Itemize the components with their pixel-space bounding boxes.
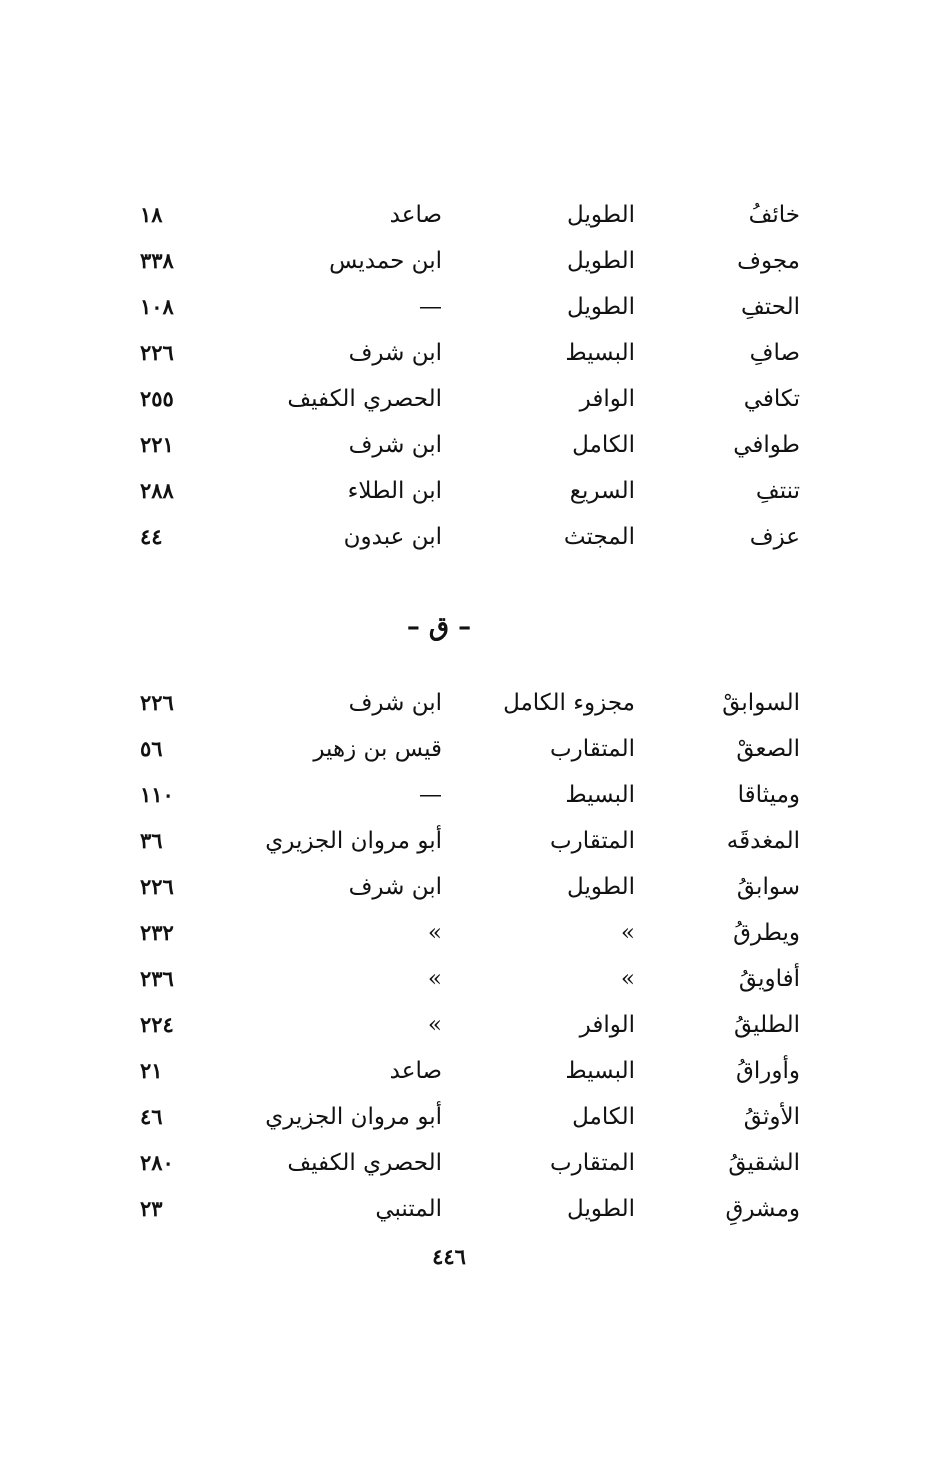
rhyme-word: الأوثقُ (743, 1104, 800, 1130)
page-ref: ١١٠ (140, 782, 174, 807)
index-row (140, 384, 820, 430)
rhyme-word: ويطرقُ (733, 920, 800, 946)
meter-name: مجزوء الكامل (503, 690, 635, 716)
rhyme-word: الصعقْ (736, 736, 800, 762)
poet-name: ابن شرف (348, 690, 442, 716)
page-ref: ٤٤ (140, 524, 163, 549)
index-row (140, 246, 820, 292)
index-row (140, 1056, 820, 1102)
index-row (140, 430, 820, 476)
page-ref: ٢٢٤ (140, 1012, 174, 1037)
page-ref: ٥٦ (140, 736, 163, 761)
rhyme-word: وميثاقا (737, 782, 800, 808)
meter-name: الكامل (572, 1104, 635, 1130)
poet-name: ابن شرف (348, 340, 442, 366)
meter-name: الطويل (567, 874, 635, 900)
poet-name: ابن الطلاء (347, 478, 442, 504)
rhyme-word: الطليقُ (733, 1012, 800, 1038)
poet-name: صاعد (389, 202, 442, 228)
rhyme-word: سوابقُ (736, 874, 800, 900)
index-row (140, 522, 820, 568)
index-row (140, 1148, 820, 1194)
index-row (140, 918, 820, 964)
meter-name: المتقارب (549, 736, 635, 762)
meter-name: الوافر (579, 1012, 635, 1038)
poet-name: أبو مروان الجزيري (265, 828, 442, 854)
index-row (140, 1102, 820, 1148)
meter-name: » (620, 966, 635, 992)
rhyme-index-fa-section (140, 200, 820, 568)
meter-name: الطويل (567, 202, 635, 228)
index-row (140, 872, 820, 918)
meter-name: البسيط (565, 1058, 635, 1084)
index-row (140, 476, 820, 522)
index-row (140, 826, 820, 872)
poet-name: أبو مروان الجزيري (265, 1104, 442, 1130)
meter-name: الطويل (567, 294, 635, 320)
index-row (140, 338, 820, 384)
index-row (140, 292, 820, 338)
index-row (140, 964, 820, 1010)
index-row (140, 780, 820, 826)
page-ref: ١٨ (140, 202, 163, 227)
page-ref: ٢١ (140, 1058, 163, 1083)
index-row (140, 1194, 820, 1240)
page-number: ٤٤٦ (432, 1244, 466, 1269)
rhyme-word: طوافي (733, 432, 800, 458)
meter-name: المجتث (563, 524, 635, 550)
poet-name: ابن شرف (348, 874, 442, 900)
page-ref: ٢٢٦ (140, 340, 174, 365)
index-row (140, 734, 820, 780)
page-ref: ١٠٨ (140, 294, 174, 319)
rhyme-word: أفاويقُ (738, 966, 800, 992)
page-ref: ٣٦ (140, 828, 163, 853)
poet-name: المتنبي (375, 1196, 442, 1222)
rhyme-word: عزف (749, 524, 800, 550)
poet-name: » (427, 920, 442, 946)
poet-name: ابن عبدون (343, 524, 442, 550)
meter-name: السريع (569, 478, 635, 504)
poet-name: » (427, 1012, 442, 1038)
rhyme-word: المغدقَه (726, 828, 800, 854)
meter-name: المتقارب (549, 828, 635, 854)
rhyme-word: وأوراقُ (736, 1058, 800, 1084)
rhyme-index-qaf-section (140, 688, 820, 1240)
rhyme-word: تكافي (743, 386, 800, 412)
rhyme-word: السوابقْ (722, 690, 800, 716)
page-ref: ٢٢٦ (140, 874, 174, 899)
index-row (140, 1010, 820, 1056)
page-ref: ٢٨٨ (140, 478, 174, 503)
page-ref: ٣٣٨ (140, 248, 174, 273)
poet-name: قيس بن زهير (313, 736, 442, 762)
rhyme-word: مجوف (737, 248, 800, 274)
meter-name: الكامل (572, 432, 635, 458)
rhyme-word: خائفُ (748, 202, 800, 228)
index-row (140, 200, 820, 246)
meter-name: » (620, 920, 635, 946)
meter-name: الطويل (567, 248, 635, 274)
poet-name: — (419, 782, 442, 808)
poet-name: ابن شرف (348, 432, 442, 458)
rhyme-word: ومشرقِ (725, 1196, 800, 1222)
poet-name: الحصري الكفيف (287, 1150, 442, 1176)
meter-name: الوافر (579, 386, 635, 412)
letter-heading-qaf: – ق – (406, 612, 472, 642)
page-ref: ٢٢٦ (140, 690, 174, 715)
page-ref: ٢٨٠ (140, 1150, 174, 1175)
poet-name: ابن حمديس (329, 248, 442, 274)
meter-name: المتقارب (549, 1150, 635, 1176)
rhyme-word: صافِ (749, 340, 800, 366)
page-ref: ٢٣ (140, 1196, 163, 1221)
meter-name: البسيط (565, 782, 635, 808)
page-ref: ٢٣٢ (140, 920, 174, 945)
poet-name: — (419, 294, 442, 320)
page-ref: ٤٦ (140, 1104, 163, 1129)
poet-name: » (427, 966, 442, 992)
page-ref: ٢٣٦ (140, 966, 174, 991)
rhyme-word: الشقيقُ (728, 1150, 800, 1176)
poet-name: الحصري الكفيف (287, 386, 442, 412)
meter-name: البسيط (565, 340, 635, 366)
page-ref: ٢٥٥ (140, 386, 174, 411)
meter-name: الطويل (567, 1196, 635, 1222)
poet-name: صاعد (389, 1058, 442, 1084)
page-ref: ٢٢١ (140, 432, 174, 457)
rhyme-word: الحتفِ (741, 294, 800, 320)
index-row (140, 688, 820, 734)
rhyme-word: تنتفِ (755, 478, 800, 504)
